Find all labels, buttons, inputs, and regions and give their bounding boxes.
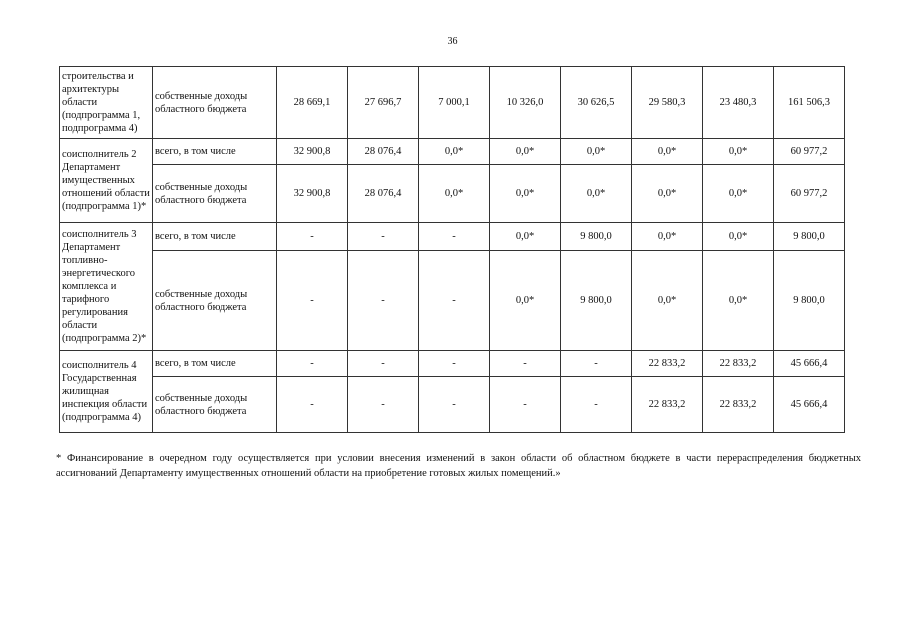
value-cell: - [277, 377, 348, 433]
value-cell: 0,0* [490, 139, 561, 165]
value-cell: 0,0* [561, 165, 632, 223]
value-cell: 0,0* [419, 139, 490, 165]
value-cell: - [277, 223, 348, 251]
value-cell: 0,0* [490, 223, 561, 251]
value-cell: 0,0* [632, 165, 703, 223]
total-cell: 161 506,3 [774, 67, 845, 139]
value-cell: 23 480,3 [703, 67, 774, 139]
value-cell: 27 696,7 [348, 67, 419, 139]
funding-source-cell: всего, в том числе [153, 139, 277, 165]
executor-cell: строительства и архитектуры области (подпрограмма 1, подпрограмма 4) [60, 67, 153, 139]
value-cell: - [348, 377, 419, 433]
footnote: * Финансирование в очередном году осуществляется при условии внесения изменений в закон области об областном бюджете в части перераспределения бюджетных ассигнований Департаменту имущественных отношений области на приобретение готовых жилых помещений.» [56, 453, 861, 479]
value-cell: 7 000,1 [419, 67, 490, 139]
total-cell: 45 666,4 [774, 351, 845, 377]
executor-cell: соисполнитель 4 Государственная жилищная инспекция области (подпрограмма 4) [60, 351, 153, 433]
value-cell: 28 076,4 [348, 139, 419, 165]
funding-source-cell: всего, в том числе [153, 351, 277, 377]
value-cell: - [419, 251, 490, 351]
value-cell: 0,0* [561, 139, 632, 165]
value-cell: 0,0* [703, 251, 774, 351]
table-row [60, 165, 845, 223]
funding-source-cell: собственные доходы областного бюджета [153, 165, 277, 223]
funding-source-cell: собственные доходы областного бюджета [153, 67, 277, 139]
value-cell: 0,0* [632, 139, 703, 165]
value-cell: - [277, 351, 348, 377]
value-cell: - [277, 251, 348, 351]
budget-table [59, 66, 845, 433]
total-cell: 9 800,0 [774, 251, 845, 351]
value-cell: 10 326,0 [490, 67, 561, 139]
table-row [60, 223, 845, 251]
value-cell: - [419, 351, 490, 377]
value-cell: - [348, 351, 419, 377]
value-cell: 9 800,0 [561, 251, 632, 351]
value-cell: 30 626,5 [561, 67, 632, 139]
value-cell: 22 833,2 [703, 351, 774, 377]
value-cell: - [561, 377, 632, 433]
value-cell: - [490, 351, 561, 377]
total-cell: 60 977,2 [774, 139, 845, 165]
table-row [60, 351, 845, 377]
total-cell: 45 666,4 [774, 377, 845, 433]
value-cell: 28 076,4 [348, 165, 419, 223]
value-cell: 0,0* [632, 223, 703, 251]
value-cell: - [348, 251, 419, 351]
value-cell: 32 900,8 [277, 139, 348, 165]
value-cell: 9 800,0 [561, 223, 632, 251]
value-cell: 0,0* [490, 165, 561, 223]
value-cell: 0,0* [703, 223, 774, 251]
value-cell: 22 833,2 [632, 377, 703, 433]
executor-cell: соисполнитель 3 Департамент топливно-энергетического комплекса и тарифного регулирования области (подпрограмма 2)* [60, 223, 153, 351]
table-row [60, 67, 845, 139]
value-cell: 22 833,2 [703, 377, 774, 433]
value-cell: 0,0* [632, 251, 703, 351]
value-cell: - [419, 377, 490, 433]
value-cell: - [490, 377, 561, 433]
value-cell: - [561, 351, 632, 377]
page-number: 36 [447, 36, 458, 47]
value-cell: 0,0* [703, 165, 774, 223]
value-cell: 0,0* [490, 251, 561, 351]
value-cell: 22 833,2 [632, 351, 703, 377]
value-cell: - [348, 223, 419, 251]
value-cell: 0,0* [703, 139, 774, 165]
value-cell: 32 900,8 [277, 165, 348, 223]
value-cell: - [419, 223, 490, 251]
table-row [60, 377, 845, 433]
value-cell: 0,0* [419, 165, 490, 223]
funding-source-cell: всего, в том числе [153, 223, 277, 251]
table-row [60, 139, 845, 165]
funding-source-cell: собственные доходы областного бюджета [153, 377, 277, 433]
table-row [60, 251, 845, 351]
value-cell: 28 669,1 [277, 67, 348, 139]
total-cell: 60 977,2 [774, 165, 845, 223]
executor-cell: соисполнитель 2 Департамент имущественных отношений области (подпрограмма 1)* [60, 139, 153, 223]
total-cell: 9 800,0 [774, 223, 845, 251]
value-cell: 29 580,3 [632, 67, 703, 139]
funding-source-cell: собственные доходы областного бюджета [153, 251, 277, 351]
